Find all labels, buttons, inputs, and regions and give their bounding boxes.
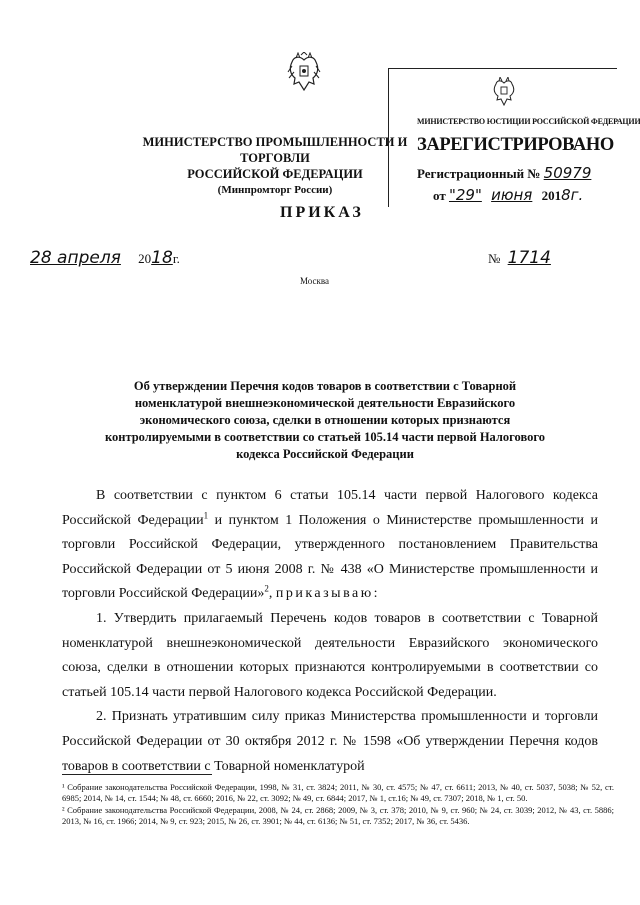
footnote-ref-1: 1 xyxy=(203,509,209,520)
order-date-handwritten: 28 апреля xyxy=(30,248,121,268)
order-number-label: № xyxy=(488,251,501,266)
paragraph-item-2: 2. Признать утратившим силу приказ Министерства промышленности и торговли Российской Федерации от 30 октября 2012 г. № 1598 «Об утверждении Перечня кодов товаров в соответствии с Товарной номенклатурой xyxy=(62,709,598,774)
stamp-reg-number xyxy=(417,164,591,182)
footnote-1: ¹ Собрание законодательства Российской Федерации, 1998, № 31, ст. 3824; 2011, № 30, ст. 4575; № 47, ст. 6611; 2013, № 40, ст. 5037, 5038; № 52, ст. 6985; 2014, № 14, ст. 1544; № 48, ст. 6660; 2016, № 22, ст. 3092; № 49, ст. 6844; 2017, № 1, ст.16; № 49, ст. 7307; 2018, № 1, ст. 50. xyxy=(62,782,614,804)
ministry-header xyxy=(120,134,430,198)
preamble-part-c: , xyxy=(268,586,276,602)
footnote-divider xyxy=(62,774,212,775)
footnote-2: ² Собрание законодательства Российской Федерации, 2008, № 24, ст. 2868; 2009, № 3, ст. 378; 2010, № 9, ст. 960; № 24, ст. 3039; 2012, № 43, ст. 5886; 2013, № 16, ст. 1966; 2014, № 9, ст. 923; 2015, № 26, ст. 3901; № 44, ст. 6136; № 51, ст. 7352; 2017, № 36, ст. 5436. xyxy=(62,804,614,827)
preamble-part-d: : xyxy=(373,586,378,602)
order-year-suffix: г. xyxy=(172,251,180,266)
stamp-reg-date xyxy=(433,186,583,204)
order-number xyxy=(488,248,551,268)
stamp-date-year-suffix: 8г. xyxy=(561,186,584,204)
coat-of-arms-icon xyxy=(286,52,322,96)
stamp-date-month: июня xyxy=(491,186,533,204)
ministry-short-name: (Минпромторг России) xyxy=(217,184,333,196)
stamp-status: ЗАРЕГИСТРИРОВАНО xyxy=(417,135,614,155)
document-type-heading: ПРИКАЗ xyxy=(280,204,364,221)
registration-stamp xyxy=(388,68,640,207)
order-number-handwritten: 1714 xyxy=(507,248,551,268)
order-title: Об утверждении Перечня кодов товаров в соответствии с Товарной номенклатурой внешнеэкономической деятельности Евразийского экономического союза, сделки в отношении которых признаются контролируемыми в соответствии со статьей 105.14 части первой Налогового кодекса Российской Федерации xyxy=(104,379,546,461)
order-word: приказываю xyxy=(275,586,374,602)
stamp-coat-of-arms-icon xyxy=(491,77,517,109)
order-year-handwritten: 18 xyxy=(151,248,173,268)
preamble-part-b: и пунктом 1 Положения о Министерстве промышленности и торговли Российской Федерации, утвержденного постановлением Правительства Российской Федерации от 5 июня 2008 г. № 438 «О Министерстве промышленности и торговли Российской Федерации» xyxy=(62,512,598,602)
stamp-date-day: "29" xyxy=(448,186,482,204)
paragraph-item-1: 1. Утвердить прилагаемый Перечень кодов товаров в соответствии с Товарной номенклатурой внешнеэкономической деятельности Евразийского экономического союза, сделки в отношении которых признаются контролируемыми в соответствии со статьей 105.14 части первой Налогового кодекса Российской Федерации. xyxy=(62,610,598,700)
paragraph-preamble xyxy=(62,484,598,607)
order-year-prefix: 20 xyxy=(138,251,152,266)
preamble-part-a: В соответствии с пунктом 6 статьи 105.14 части первой Налогового кодекса Российской Федерации xyxy=(62,488,598,528)
stamp-date-prefix: от xyxy=(433,188,446,203)
ministry-name-line1: МИНИСТЕРСТВО ПРОМЫШЛЕННОСТИ И ТОРГОВЛИ xyxy=(142,135,408,165)
stamp-reg-label: Регистрационный № xyxy=(417,166,541,181)
order-date xyxy=(30,248,180,268)
stamp-ministry: МИНИСТЕРСТВО ЮСТИЦИИ РОССИЙСКОЙ ФЕДЕРАЦИИ xyxy=(417,117,640,126)
order-body xyxy=(62,484,598,779)
footnotes xyxy=(62,782,614,828)
footnote-ref-2: 2 xyxy=(264,583,269,594)
order-city: Москва xyxy=(300,276,329,286)
stamp-reg-value: 50979 xyxy=(543,164,592,182)
ministry-name-line2: РОССИЙСКОЙ ФЕДЕРАЦИИ xyxy=(187,167,363,181)
stamp-date-year-prefix: 201 xyxy=(541,188,562,203)
